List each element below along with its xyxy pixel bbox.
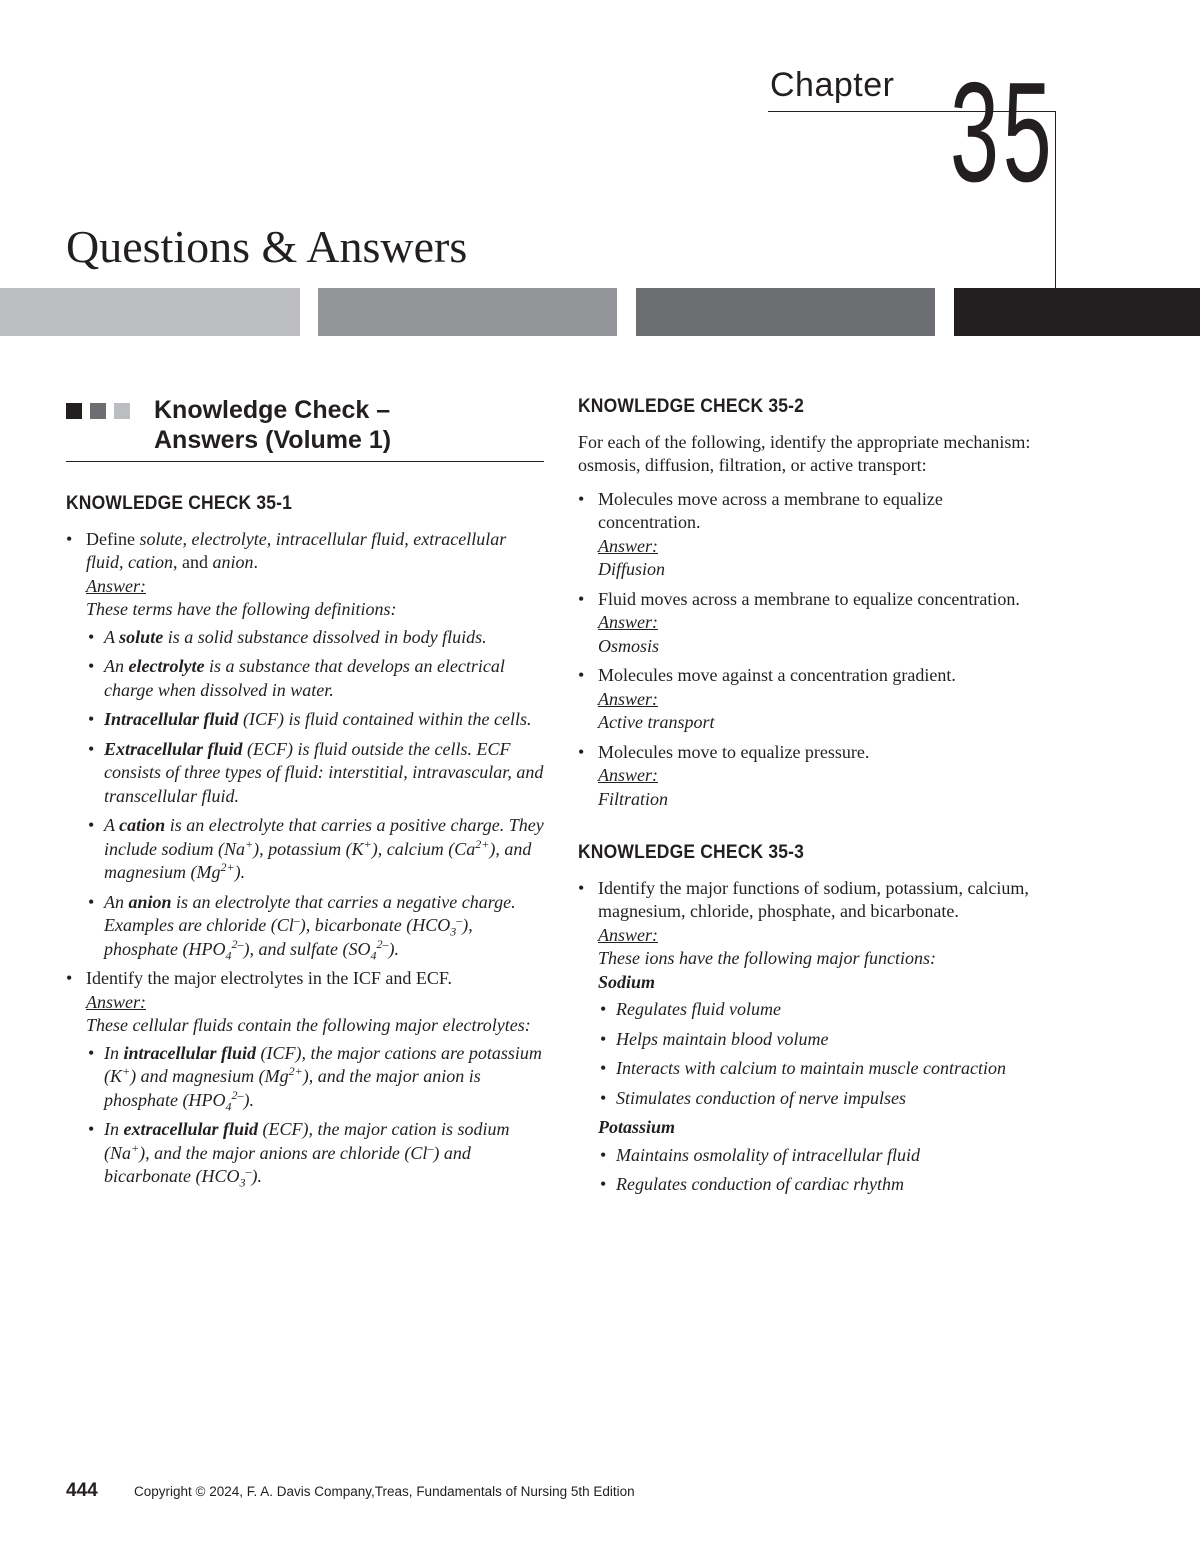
kc1-question-1 bbox=[66, 528, 544, 962]
sodium-item: • Helps maintain blood volume bbox=[598, 1028, 1038, 1052]
definition-item: • Intracellular fluid (ICF) is fluid contained within the cells. bbox=[86, 708, 544, 732]
potassium-title: Potassium bbox=[598, 1117, 676, 1137]
header-band-dark bbox=[636, 288, 935, 336]
potassium-item: • Regulates conduction of cardiac rhythm bbox=[598, 1173, 1038, 1197]
definition-item: • Extracellular fluid (ECF) is fluid outside the cells. ECF consists of three types of fluid: interstitial, intravascular, and transcellular fluid. bbox=[86, 738, 544, 809]
square-icon-light bbox=[114, 403, 130, 419]
answer-intro: These terms have the following definitions: bbox=[86, 599, 397, 619]
electrolyte-item-icf: • In intracellular fluid (ICF), the major cations are potassium (K+) and magnesium $(Mg^{2+})$, and the major anion is phosphate $(HPO_4^{2-})$. bbox=[86, 1042, 544, 1113]
section-heading bbox=[66, 395, 544, 462]
question-text: . bbox=[253, 552, 259, 572]
definition-item-cation: • A cation is an electrolyte that carries a positive charge. They include sodium (Na+), potassium (K+), calcium $(Ca^{2+})$, and magnesium $(Mg^{2+})$. bbox=[86, 814, 544, 885]
kc1-question-2 bbox=[66, 967, 544, 1189]
square-icon-dark bbox=[66, 403, 82, 419]
sodium-title: Sodium bbox=[598, 971, 656, 992]
kc3-question-list bbox=[578, 877, 1038, 1197]
kc2-heading: KNOWLEDGE CHECK 35-2 bbox=[578, 396, 805, 417]
kc1-heading: KNOWLEDGE CHECK 35-1 bbox=[66, 493, 293, 514]
chapter-number: 35 bbox=[950, 53, 1056, 212]
header-band-light bbox=[0, 288, 300, 336]
sodium-item: • Regulates fluid volume bbox=[598, 998, 1038, 1022]
sodium-item: • Stimulates conduction of nerve impulses bbox=[598, 1087, 1038, 1111]
chapter-label: Chapter bbox=[770, 66, 895, 104]
question-terms: solute, electrolyte, intracellular fluid, extracellular fluid, cation bbox=[86, 528, 507, 572]
electrolyte-list bbox=[86, 1042, 544, 1189]
copyright-notice: Copyright © 2024, F. A. Davis Company,Treas, Fundamentals of Nursing 5th Edition bbox=[134, 1484, 635, 1499]
page-number: 444 bbox=[66, 1480, 98, 1501]
definition-list bbox=[86, 626, 544, 962]
definition-item: • A solute is a solid substance dissolved in body fluids. bbox=[86, 626, 544, 650]
question-text: Identify the major functions of sodium, potassium, calcium, magnesium, chloride, phosphate, and bicarbonate. bbox=[598, 877, 1029, 921]
question-text: Define bbox=[86, 528, 140, 549]
section-heading-line2: Answers (Volume 1) bbox=[154, 426, 392, 454]
answer-label: Answer: bbox=[598, 924, 658, 945]
left-column bbox=[66, 395, 544, 1195]
kc2-item: • Fluid moves across a membrane to equalize concentration. Answer: Osmosis bbox=[578, 588, 1038, 659]
definition-item-anion: • An anion is an electrolyte that carries a negative charge. Examples are chloride (Cl–), bicarbonate $(HCO_3^-)$, phosphate $(HPO_4^{2-})$, and sulfate $(SO_4^{2-})$. bbox=[86, 891, 544, 962]
sodium-item: • Interacts with calcium to maintain muscle contraction bbox=[598, 1057, 1038, 1081]
kc2-question-list bbox=[578, 488, 1038, 812]
section-heading-line1: Knowledge Check – bbox=[154, 396, 391, 424]
right-column bbox=[578, 395, 1038, 1203]
square-icon-medium bbox=[90, 403, 106, 419]
question-text: Identify the major electrolytes in the ICF and ECF. bbox=[86, 968, 452, 988]
header-band-black bbox=[954, 288, 1200, 336]
electrolyte-item-ecf: • In extracellular fluid (ECF), the major cation is sodium (Na+), and the major anions are chloride (Cl–) and bicarbonate $(HCO_3^-)$. bbox=[86, 1118, 544, 1189]
kc3-question bbox=[578, 877, 1038, 1197]
question-text: , and bbox=[173, 552, 213, 572]
sodium-list bbox=[598, 998, 1038, 1110]
kc2-intro: For each of the following, identify the appropriate mechanism: osmosis, diffusion, filtration, or active transport: bbox=[578, 431, 1031, 475]
definition-item: • An electrolyte is a substance that develops an electrical charge when dissolved in water. bbox=[86, 655, 544, 702]
answer-intro: These ions have the following major functions: bbox=[598, 948, 936, 968]
kc1-question-list bbox=[66, 528, 544, 1189]
potassium-list bbox=[598, 1144, 1038, 1197]
answer-intro: These cellular fluids contain the following major electrolytes: bbox=[86, 1015, 531, 1035]
question-term: anion bbox=[212, 552, 254, 572]
header-band-medium bbox=[318, 288, 617, 336]
page-title: Questions & Answers bbox=[66, 221, 468, 272]
kc3-block bbox=[578, 841, 1038, 1197]
kc2-item: • Molecules move across a membrane to equalize concentration. Answer: Diffusion bbox=[578, 488, 1038, 582]
answer-label: Answer: bbox=[86, 991, 146, 1012]
answer-label: Answer: bbox=[86, 575, 146, 596]
potassium-item: • Maintains osmolality of intracellular fluid bbox=[598, 1144, 1038, 1168]
kc2-item: • Molecules move to equalize pressure. Answer: Filtration bbox=[578, 741, 1038, 812]
kc2-item: • Molecules move against a concentration gradient. Answer: Active transport bbox=[578, 664, 1038, 735]
kc3-heading: KNOWLEDGE CHECK 35-3 bbox=[578, 842, 805, 863]
